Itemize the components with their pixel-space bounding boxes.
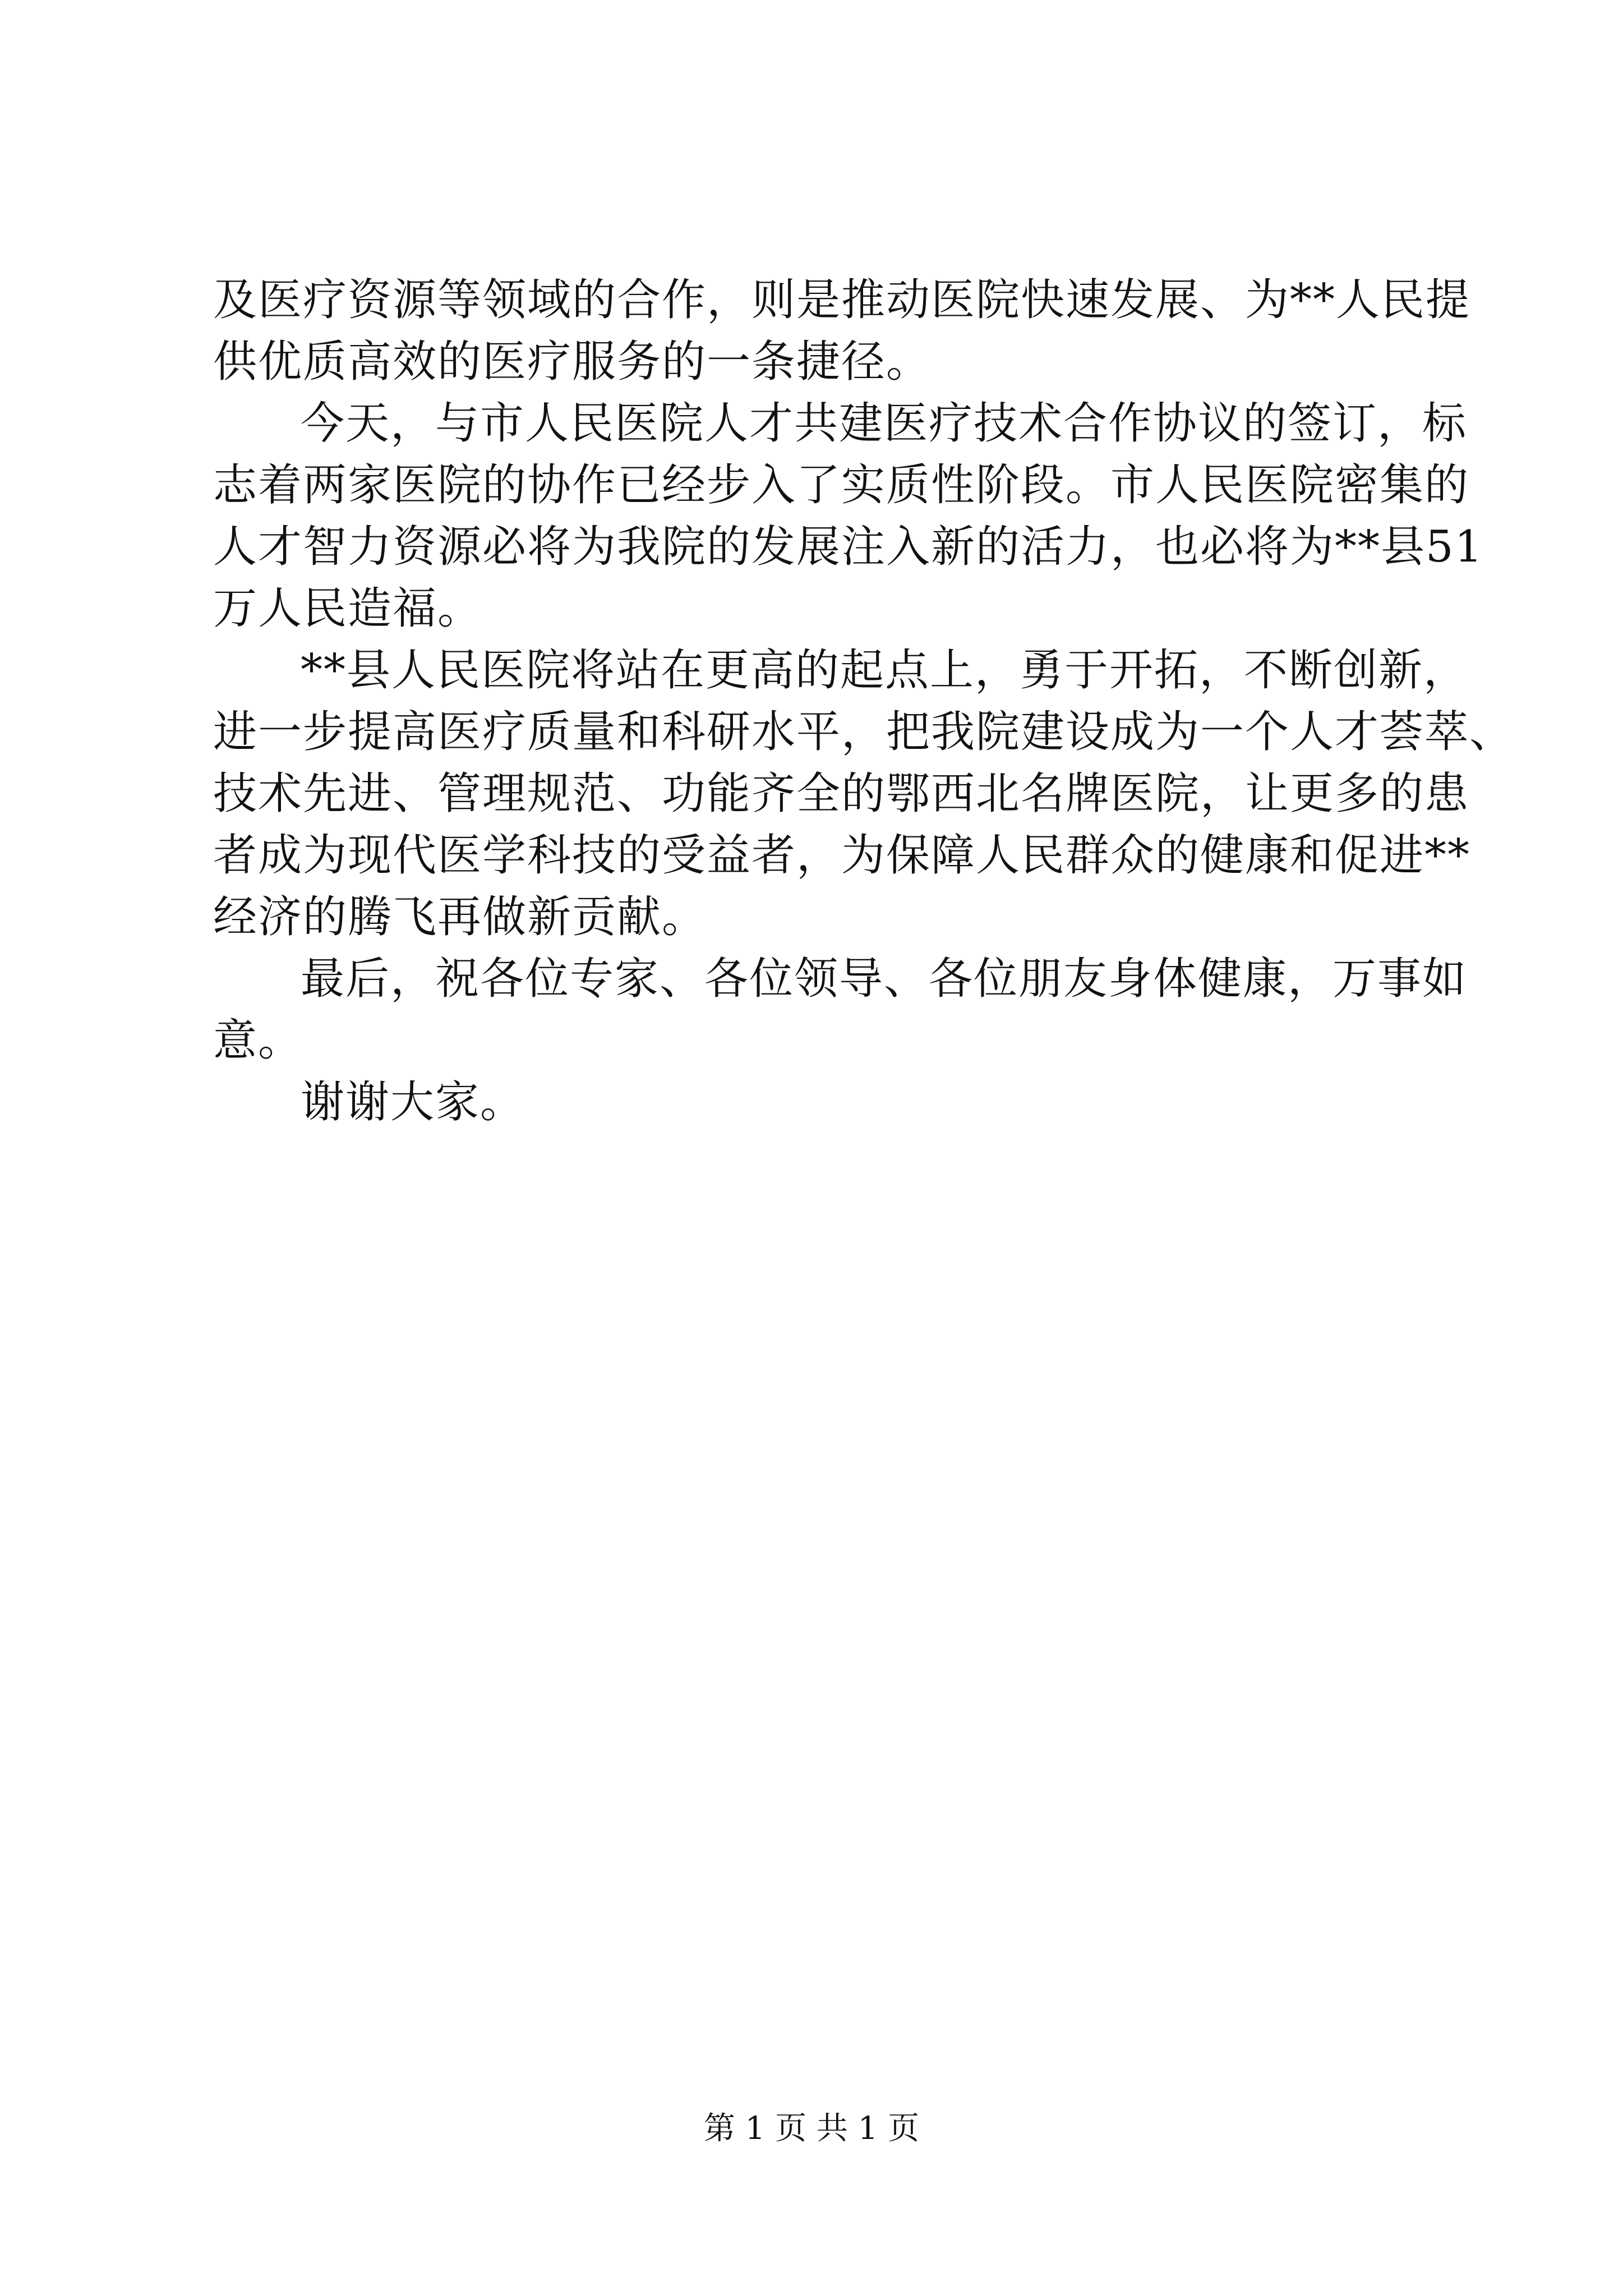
paragraph-2-line-3: 人才智力资源必将为我院的发展注入新的活力，也必将为**县51 (213, 522, 1484, 572)
paragraph-3-line-4: 者成为现代医学科技的受益者，为保障人民群众的健康和促进** (213, 830, 1471, 881)
paragraph-2-line-2: 志着两家医院的协作已经步入了实质性阶段。市人民医院密集的 (213, 460, 1470, 510)
paragraph-3-line-3: 技术先进、管理规范、功能齐全的鄂西北名牌医院，让更多的患 (213, 769, 1470, 819)
paragraph-1-line-1: 及医疗资源等领域的合作，则是推动医院快速发展、为**人民提 (213, 275, 1471, 325)
paragraph-3-line-5: 经济的腾飞再做新贡献。 (213, 892, 707, 942)
paragraph-4-line-2: 意。 (213, 1015, 303, 1066)
page-number-footer: 第 1 页 共 1 页 (703, 2110, 920, 2147)
paragraph-4-line-1: 最后，祝各位专家、各位领导、各位朋友身体健康，万事如 (301, 954, 1468, 1004)
paragraph-5-line-1: 谢谢大家。 (301, 1077, 525, 1128)
paragraph-3-line-2: 进一步提高医疗质量和科研水平，把我院建设成为一个人才荟萃、 (213, 707, 1515, 757)
paragraph-3-line-1: **县人民医院将站在更高的起点上，勇于开拓，不断创新， (301, 645, 1469, 696)
paragraph-2-line-1: 今天，与市人民医院人才共建医疗技术合作协议的签订，标 (301, 398, 1468, 449)
paragraph-2-line-4: 万人民造福。 (213, 583, 483, 634)
document-body (213, 269, 1515, 1133)
paragraph-1-line-2: 供优质高效的医疗服务的一条捷径。 (213, 337, 932, 387)
